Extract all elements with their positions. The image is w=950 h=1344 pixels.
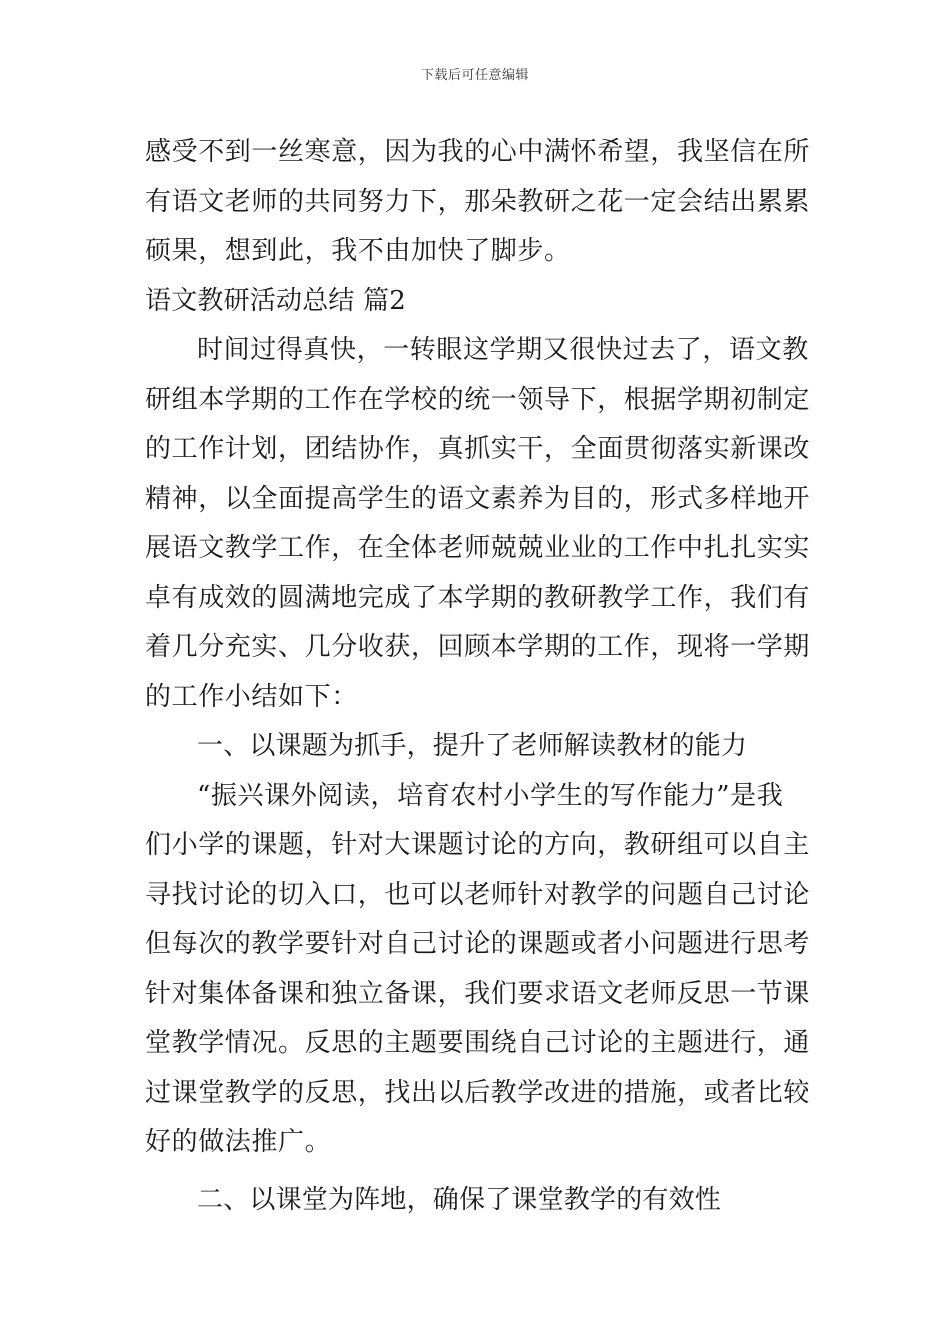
text-line: “振兴课外阅读，培育农村小学生的写作能力”是我 (197, 780, 784, 811)
intro-paragraph (145, 128, 810, 277)
text-line: 堂教学情况。反思的主题要围绕自己讨论的主题进行，通 (145, 1028, 811, 1058)
page-header: 下载后可任意编辑 (420, 68, 529, 83)
text-line: 感受不到一丝寒意，因为我的心中满怀希望，我坚信在所 (145, 137, 811, 167)
text-line: 的工作小结如下： (145, 681, 358, 712)
text-line: 时间过得真快，一转眼这学期又很快过去了，语文教 (197, 335, 809, 365)
paragraph-2 (145, 772, 810, 1168)
subheading-2: 二、以课堂为阵地，确保了课堂教学的有效性 (197, 1184, 722, 1215)
text-line: 过课堂教学的反思，找出以后教学改进的措施，或者比较 (145, 1077, 811, 1108)
text-line: 展语文教学工作，在全体老师兢兢业业的工作中扎扎实实 (145, 533, 811, 563)
text-line: 有语文老师的共同努力下，那朵教研之花一定会结出累累 (145, 186, 811, 217)
text-line: 研组本学期的工作在学校的统一领导下，根据学期初制定 (145, 384, 811, 415)
text-line: 硕果，想到此，我不由加快了脚步。 (145, 236, 571, 266)
text-line: 着几分充实、几分收获，回顾本学期的工作，现将一学期 (145, 632, 811, 662)
text-line: 针对集体备课和独立备课，我们要求语文老师反思一节课 (145, 978, 811, 1009)
section-title: 语文教研活动总结 篇2 (145, 285, 407, 316)
document-body (145, 128, 810, 1225)
text-line: 好的做法推广。 (145, 1127, 332, 1157)
spacer (145, 1168, 810, 1176)
text-line: 的工作计划，团结协作，真抓实干，全面贯彻落实新课改 (145, 434, 811, 464)
text-line: 卓有成效的圆满地完成了本学期的教研教学工作，我们有 (145, 582, 811, 613)
text-line: 寻找讨论的切入口，也可以老师针对教学的问题自己讨论 (145, 879, 811, 910)
text-line: 们小学的课题，针对大课题讨论的方向，教研组可以自主 (145, 830, 811, 860)
text-line: 精神，以全面提高学生的语文素养为目的，形式多样地开 (145, 483, 811, 514)
text-line: 但每次的教学要针对自己讨论的课题或者小问题进行思考 (145, 929, 811, 959)
subheading-1: 一、以课题为抓手，提升了老师解读教材的能力 (197, 731, 748, 761)
paragraph-1 (145, 326, 810, 722)
